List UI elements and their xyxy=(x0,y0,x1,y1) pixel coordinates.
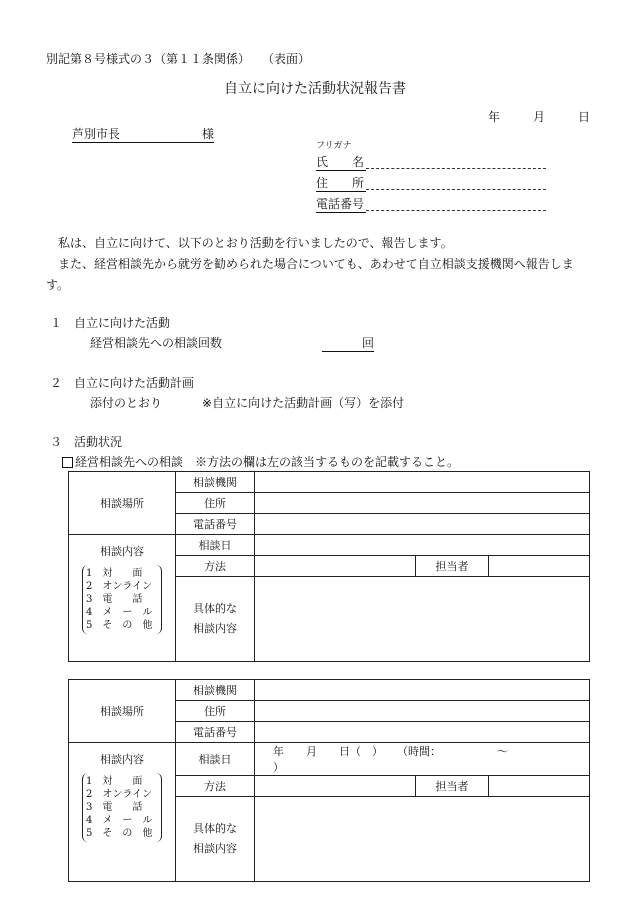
address-row-label: 住所 xyxy=(176,701,255,722)
plan-attached-label: 添付のとおり xyxy=(90,396,163,410)
document-title: 自立に向けた活動状況報告書 xyxy=(224,81,406,97)
date-input[interactable] xyxy=(255,743,590,776)
name-line xyxy=(366,167,546,169)
org-input[interactable] xyxy=(255,680,590,701)
consult-count-field[interactable] xyxy=(322,334,374,352)
method-3: 3 電 話 xyxy=(86,594,143,605)
record-table-1 xyxy=(68,471,590,662)
address-field[interactable] xyxy=(316,174,546,192)
section1-item xyxy=(90,334,374,352)
method-4: 4 メ ー ル xyxy=(86,607,153,618)
addressee-name: 芦別市長 xyxy=(72,127,121,141)
intro-paragraph xyxy=(46,233,596,296)
content-header-cell xyxy=(69,535,176,662)
section2-heading: ２ 自立に向けた活動計画 xyxy=(50,376,195,390)
method-list xyxy=(82,773,162,842)
record-table-2 xyxy=(68,679,590,882)
date2-year: 年 xyxy=(273,745,284,758)
address-input[interactable] xyxy=(255,701,590,722)
phone-input[interactable] xyxy=(255,514,590,535)
org-input[interactable] xyxy=(255,472,590,493)
date2-month: 月 xyxy=(306,745,317,758)
method-input[interactable] xyxy=(255,776,416,797)
method-1: 1 対 面 xyxy=(86,568,143,579)
date-day: 日 xyxy=(578,110,591,124)
place-header: 相談場所 xyxy=(69,680,176,743)
date-input[interactable] xyxy=(255,535,590,556)
phone-field[interactable] xyxy=(316,195,546,213)
date2-day: 日（ ） xyxy=(339,745,383,758)
method-list xyxy=(82,565,162,634)
org-label: 相談機関 xyxy=(176,472,255,493)
intro-line-1: 私は、自立に向けて、以下のとおり活動を行いましたので、報告します。 xyxy=(46,236,453,250)
phone-row-label: 電話番号 xyxy=(176,722,255,743)
detail-input[interactable] xyxy=(255,577,590,662)
consult-checkbox-row[interactable] xyxy=(62,453,459,470)
checkbox[interactable] xyxy=(62,457,73,468)
staff-input[interactable] xyxy=(489,776,590,797)
date2-time: （時間： xyxy=(397,745,441,758)
method-row-label: 方法 xyxy=(176,776,255,797)
date-line xyxy=(488,108,590,125)
staff-input[interactable] xyxy=(489,556,590,577)
method-2: 2 オンライン xyxy=(86,581,153,592)
date-row-label: 相談日 xyxy=(176,535,255,556)
address-input[interactable] xyxy=(255,493,590,514)
addressee-line xyxy=(72,125,214,143)
method-1: 1 対 面 xyxy=(86,776,143,787)
staff-label: 担当者 xyxy=(416,556,489,577)
addressee-honorific: 様 xyxy=(202,127,215,141)
method-4: 4 メ ー ル xyxy=(86,815,153,826)
phone-line xyxy=(366,209,546,211)
consult-count-label: 経営相談先への相談回数 xyxy=(90,336,223,350)
method-3: 3 電 話 xyxy=(86,802,143,813)
name-field[interactable] xyxy=(316,153,546,171)
detail-row-label xyxy=(176,797,255,882)
method-input[interactable] xyxy=(255,556,416,577)
method-5: 5 そ の 他 xyxy=(86,620,153,631)
detail-label: 具体的な相談内容 xyxy=(193,602,237,635)
method-2: 2 オンライン xyxy=(86,789,153,800)
content-header: 相談内容 xyxy=(100,545,144,558)
date-year: 年 xyxy=(488,110,501,124)
consult-count-unit: 回 xyxy=(362,336,375,350)
form-identifier: 別記第８号様式の３（第１１条関係） （表面） xyxy=(46,52,311,66)
staff-label: 担当者 xyxy=(416,776,489,797)
phone-label: 電話番号 xyxy=(316,197,365,211)
detail-row-label xyxy=(176,577,255,662)
date2-close: ） xyxy=(273,761,284,774)
method-row-label: 方法 xyxy=(176,556,255,577)
section2-item xyxy=(90,394,404,411)
addressee xyxy=(72,125,214,143)
name-label: 氏 名 xyxy=(316,155,365,169)
date-row-label: 相談日 xyxy=(176,743,255,776)
date-month: 月 xyxy=(533,110,546,124)
detail-label: 具体的な相談内容 xyxy=(193,822,237,855)
section1-heading: １ 自立に向けた活動 xyxy=(50,316,171,330)
furigana-label: フリガナ xyxy=(316,141,352,151)
phone-input[interactable] xyxy=(255,722,590,743)
detail-input[interactable] xyxy=(255,797,590,882)
place-header: 相談場所 xyxy=(69,472,176,535)
address-row-label: 住所 xyxy=(176,493,255,514)
content-header: 相談内容 xyxy=(100,753,144,766)
intro-line-2: また、経営相談先から就労を勧められた場合についても、あわせて自立相談支援機関へ報告します。 xyxy=(46,257,574,292)
section3-heading: ３ 活動状況 xyxy=(50,435,123,449)
address-line xyxy=(366,188,546,190)
address-label: 住 所 xyxy=(316,176,365,190)
date2-tilde: ～ xyxy=(497,745,508,758)
plan-attached-note: ※自立に向けた活動計画（写）を添付 xyxy=(202,396,405,410)
org-label: 相談機関 xyxy=(176,680,255,701)
consult-checkbox-label: 経営相談先への相談 ※方法の欄は左の該当するものを記載すること。 xyxy=(75,455,460,469)
method-5: 5 そ の 他 xyxy=(86,828,153,839)
content-header-cell xyxy=(69,743,176,882)
phone-row-label: 電話番号 xyxy=(176,514,255,535)
